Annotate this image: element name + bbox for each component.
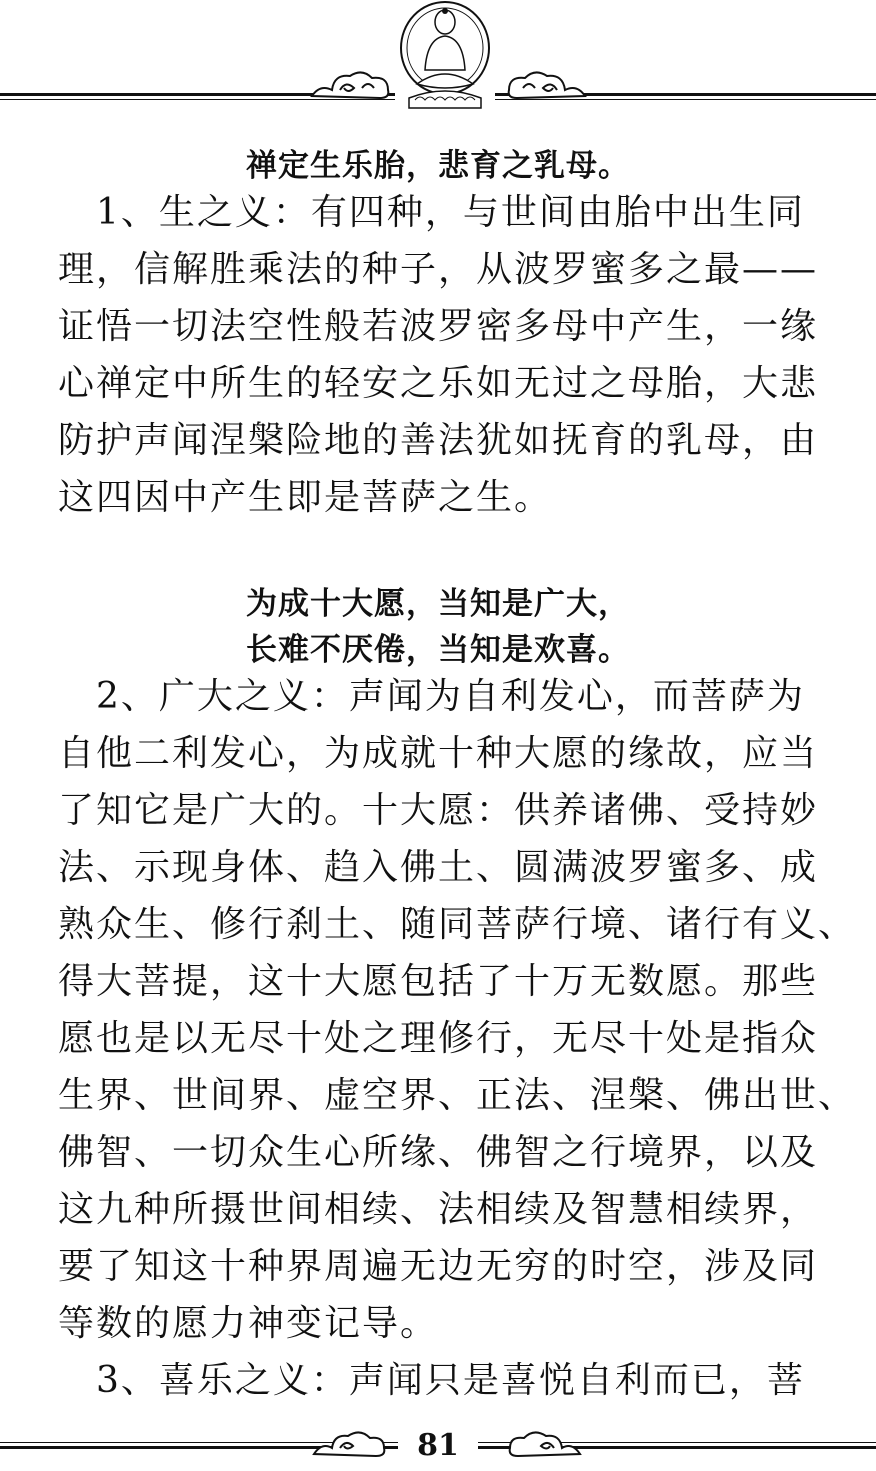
page-number: 81 (398, 1428, 478, 1463)
verse-2-line-1: 为成十大愿，当知是广大， (246, 586, 630, 622)
text-line: 心禅定中所生的轻安之乐如无过之母胎，大悲 (58, 363, 819, 404)
page-footer (0, 1422, 876, 1471)
text-line: 了知它是广大的。十大愿：供养诸佛、受持妙 (58, 790, 819, 831)
buddha-icon (395, 0, 495, 112)
text-line: 熟众生、修行刹土、随同菩萨行境、诸行有义、 (58, 904, 857, 945)
text-line: 佛智、一切众生心所缘、佛智之行境界，以及 (58, 1132, 819, 1173)
paragraph-3 (58, 1352, 844, 1409)
page-header (0, 0, 876, 120)
text-line: 等数的愿力神变记导。 (58, 1303, 439, 1344)
text-line: 自他二利发心，为成就十种大愿的缘故，应当 (58, 733, 819, 774)
text-line: 要了知这十种界周遍无边无穷的时空，涉及同 (58, 1246, 819, 1287)
paragraph-2 (58, 668, 857, 1352)
buddha-emblem (395, 0, 495, 112)
footer-left-cloud-icon (312, 1428, 388, 1460)
text-line: 法、示现身体、趋入佛土、圆满波罗蜜多、成 (58, 847, 819, 888)
text-line: 1、生之义：有四种，与世间由胎中出生同 (58, 192, 805, 233)
text-line: 2、广大之义：声闻为自利发心，而菩萨为 (58, 676, 805, 717)
text-line: 愿也是以无尽十处之理修行，无尽十处是指众 (58, 1018, 819, 1059)
paragraph-1 (58, 184, 844, 526)
text-line: 得大菩提，这十大愿包括了十万无数愿。那些 (58, 961, 819, 1002)
verse-1: 禅定生乐胎，悲育之乳母。 (246, 148, 630, 184)
text-line: 这九种所摄世间相续、法相续及智慧相续界， (58, 1189, 819, 1230)
left-cloud-ornament-icon (310, 66, 392, 102)
text-line: 防护声闻涅槃险地的善法犹如抚育的乳母，由 (58, 420, 819, 461)
text-line: 3、喜乐之义：声闻只是喜悦自利而已，菩 (58, 1360, 805, 1401)
verse-2-line-2: 长难不厌倦，当知是欢喜。 (246, 632, 630, 668)
text-line: 理，信解胜乘法的种子，从波罗蜜多之最—— (58, 249, 819, 290)
footer-right-cloud-icon (506, 1428, 582, 1460)
text-line: 生界、世间界、虚空界、正法、涅槃、佛出世、 (58, 1075, 857, 1116)
text-line: 这四因中产生即是菩萨之生。 (58, 477, 553, 518)
right-cloud-ornament-icon (505, 66, 587, 102)
text-line: 证悟一切法空性般若波罗密多母中产生，一缘 (58, 306, 819, 347)
